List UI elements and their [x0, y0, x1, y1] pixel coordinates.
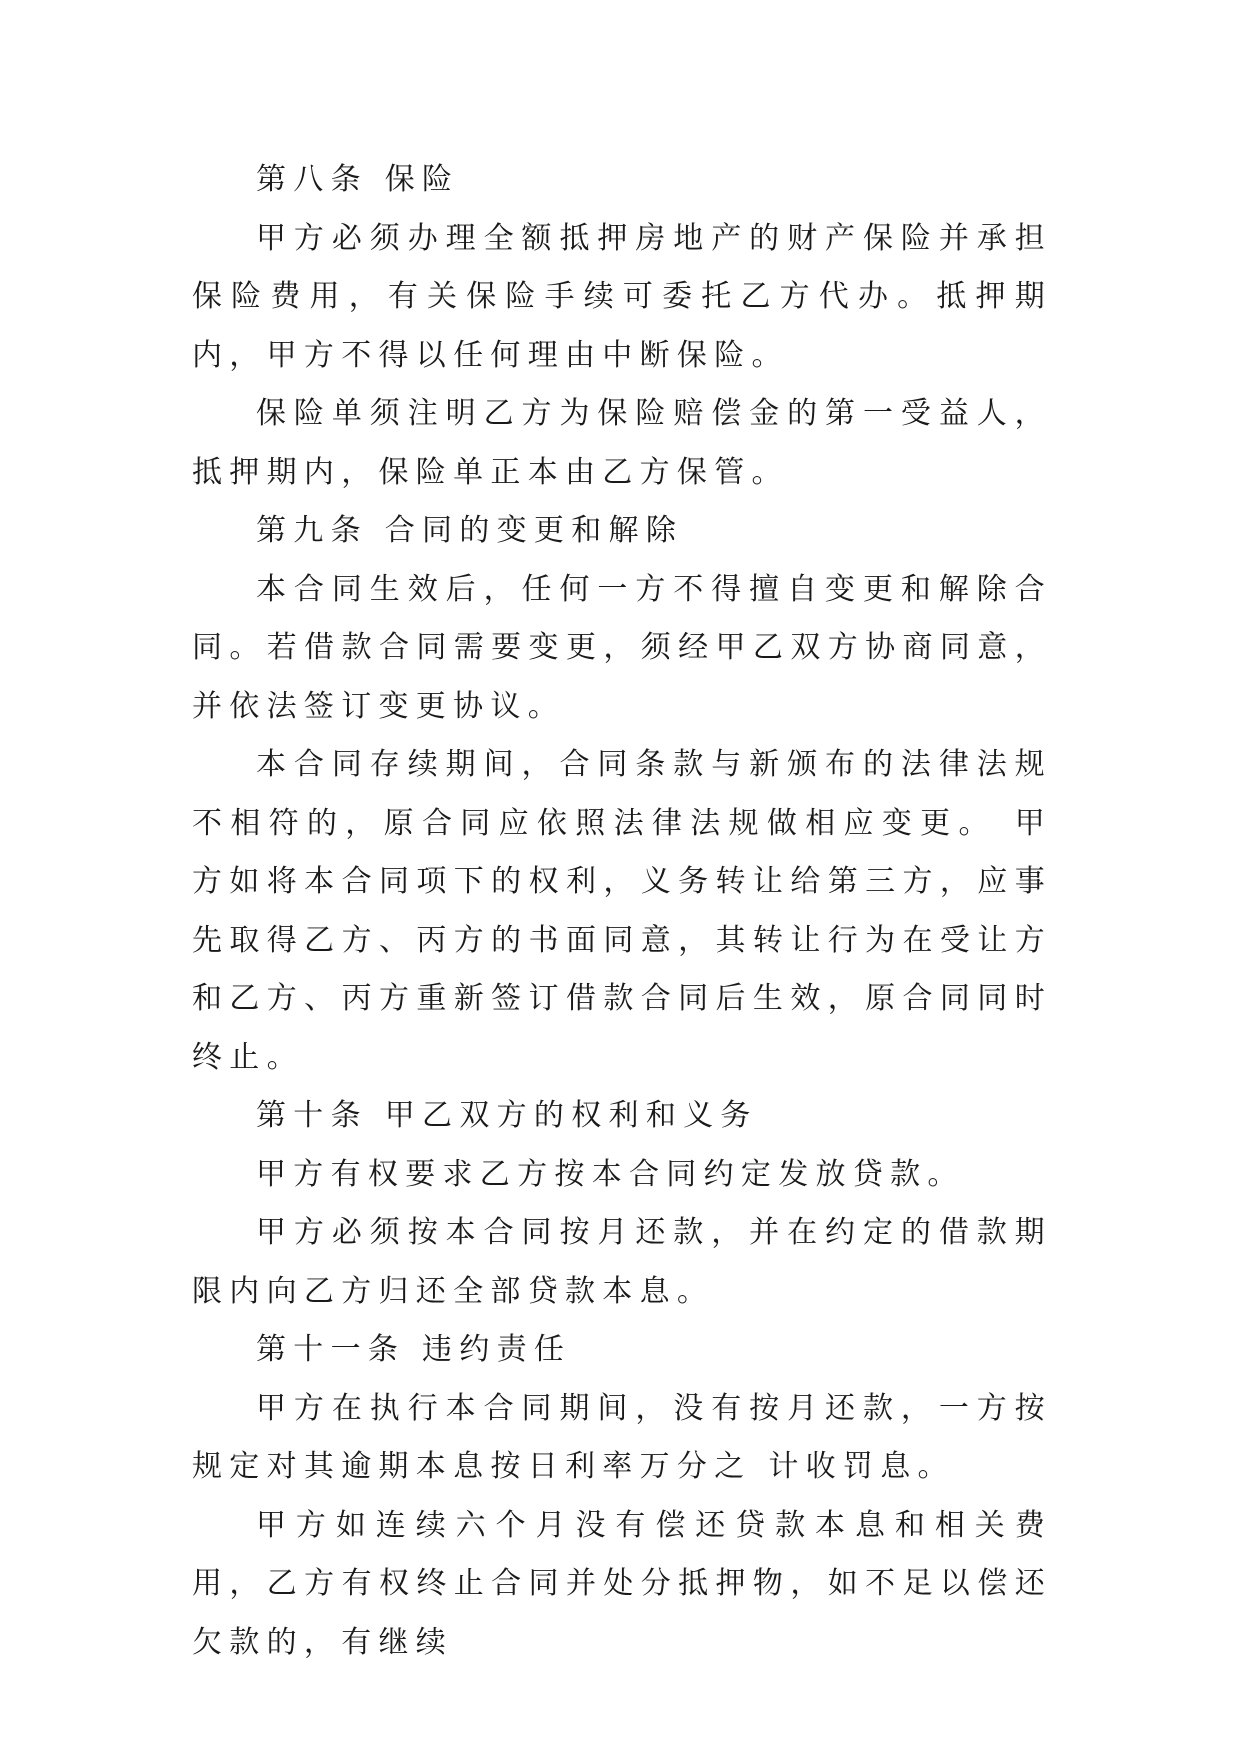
- article-8-paragraph-1: 甲方必须办理全额抵押房地产的财产保险并承担保险费用，有关保险手续可委托乙方代办。抵押期内，甲方不得以任何理由中断保险。: [192, 220, 1052, 373]
- article-9-paragraph-1: 本合同生效后，任何一方不得擅自变更和解除合同。若借款合同需要变更，须经甲乙双方协商同意，并依法签订变更协议。: [192, 571, 1052, 724]
- article-10-paragraph-1: 甲方有权要求乙方按本合同约定发放贷款。: [256, 1156, 965, 1192]
- article-8-paragraph-2: 保险单须注明乙方为保险赔偿金的第一受益人，抵押期内，保险单正本由乙方保管。: [192, 396, 1052, 490]
- article-9-heading: 第九条 合同的变更和解除: [256, 513, 684, 548]
- article-8-heading: 第八条 保险: [256, 162, 460, 197]
- article-10-paragraph-2: 甲方必须按本合同按月还款，并在约定的借款期限内向乙方归还全部贷款本息。: [192, 1215, 1052, 1309]
- document-page: [192, 151, 1052, 1672]
- article-11-heading: 第十一条 违约责任: [256, 1332, 572, 1367]
- article-10-heading: 第十条 甲乙双方的权利和义务: [256, 1098, 758, 1133]
- article-9-paragraph-2: 本合同存续期间，合同条款与新颁布的法律法规不相符的，原合同应依照法律法规做相应变更。 甲方如将本合同项下的权利，义务转让给第三方，应事先取得乙方、丙方的书面同意，其转让行为在受让方和乙方、丙方重新签订借款合同后生效，原合同同时终止。: [192, 747, 1052, 1075]
- article-11-paragraph-2: 甲方如连续六个月没有偿还贷款本息和相关费用，乙方有权终止合同并处分抵押物，如不足以偿还欠款的，有继续: [192, 1507, 1052, 1660]
- article-11-paragraph-1: 甲方在执行本合同期间，没有按月还款，一方按规定对其逾期本息按日利率万分之 计收罚息。: [192, 1390, 1052, 1484]
